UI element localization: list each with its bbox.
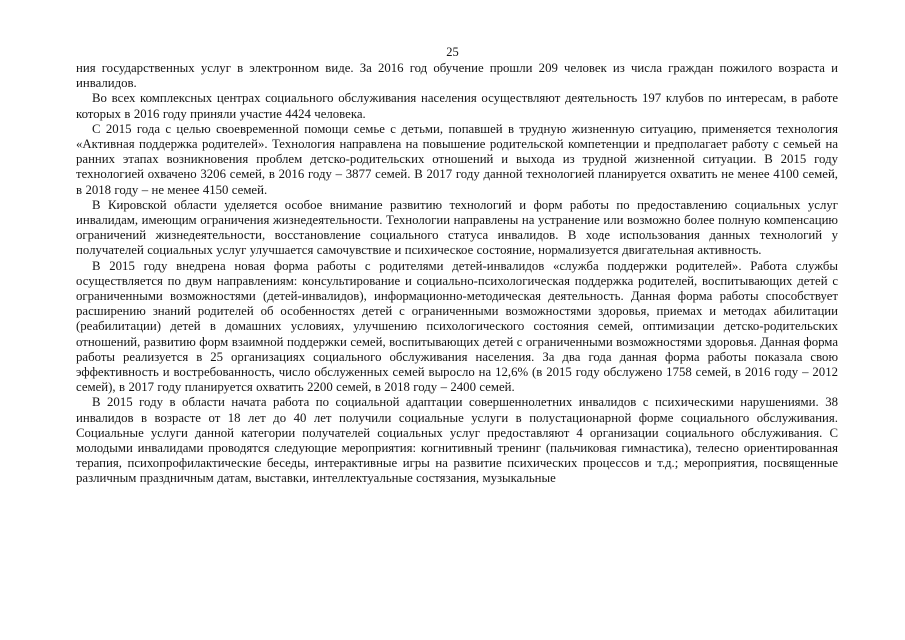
paragraph-interest-clubs: Во всех комплексных центрах социального обслуживания населения осуществляют деятельность 197 клубов по интересам, в работе которых в 2016 году приняли участие 4424 человека.	[76, 91, 838, 121]
paragraph-mental-disability-adaptation: В 2015 году в области начата работа по социальной адаптации совершеннолетних инвалидов с психическими нарушениями. 38 инвалидов в возрасте от 18 лет до 40 лет получили социальные услуги в полустационарной форме социального обслуживания. Социальные услуги данной категории получателей социальных услуг предоставляют 4 организации социального обслуживания. С молодыми инвалидами проводятся следующие мероприятия: когнитивный тренинг (пальчиковая гимнастика), телесно ориентированная терапия, психопрофилактические беседы, интерактивные игры на развитие психических процессов и т.д.; мероприятия, посвященные различным праздничным датам, выставки, интеллектуальные состязания, музыкальные	[76, 395, 838, 486]
body-text	[76, 61, 838, 487]
page-number: 25	[446, 45, 459, 59]
paragraph-parent-support-service: В 2015 году внедрена новая форма работы с родителями детей-инвалидов «служба поддержки родителей». Работа службы осуществляется по двум направлениям: консультирование и социально-психологическая поддержка родителей, воспитывающих детей с ограниченными возможностями (детей-инвалидов), информационно-методическая деятельность. Данная форма работы способствует расширению знаний родителей об особенностях детей с ограниченными возможностями здоровья, приемах и методах абилитации (реабилитации) детей в домашних условиях, улучшению психологического состояния семей, оптимизации детско-родительских отношений, развитию форм взаимной поддержки семей, воспитывающих детей с ограниченными возможностями здоровья. Данная форма работы реализуется в 25 организациях социального обслуживания населения. За два года данная форма работы показала свою эффективность и востребованность, число обслуженных семей выросло на 12,6% (в 2015 году обслужено 1758 семей, в 2016 году – 2012 семей), в 2017 году планируется охватить 2200 семей, в 2018 году – 2400 семей.	[76, 258, 838, 395]
paragraph-electronic-services-training: ния государственных услуг в электронном виде. За 2016 год обучение прошли 209 человек из числа граждан пожилого возраста и инвалидов.	[76, 61, 838, 91]
paragraph-active-parent-support: С 2015 года с целью своевременной помощи семье с детьми, попавшей в трудную жизненную ситуацию, применяется технология «Активная поддержка родителей». Технология направлена на повышение родительской компетенции и предполагает работу с семьей на ранних этапах возникновения проблем детско-родительских отношений и выхода из трудной жизненной ситуации. В 2015 году технологией охвачено 3206 семей, в 2016 году – 3877 семей. В 2017 году данной технологией планируется охватить не менее 4100 семей, в 2018 году – не менее 4150 семей.	[76, 121, 838, 197]
paragraph-kirov-disability-technologies: В Кировской области уделяется особое внимание развитию технологий и форм работы по предоставлению социальных услуг инвалидам, имеющим ограничения жизнедеятельности. Технологии направлены на устранение или возможно более полную компенсацию ограничений жизнедеятельности, восстановление социального статуса инвалидов. В ходе использования данных технологий у получателей социальных услуг улучшается самочувствие и психическое состояние, нормализуется двигательная активность.	[76, 197, 838, 258]
